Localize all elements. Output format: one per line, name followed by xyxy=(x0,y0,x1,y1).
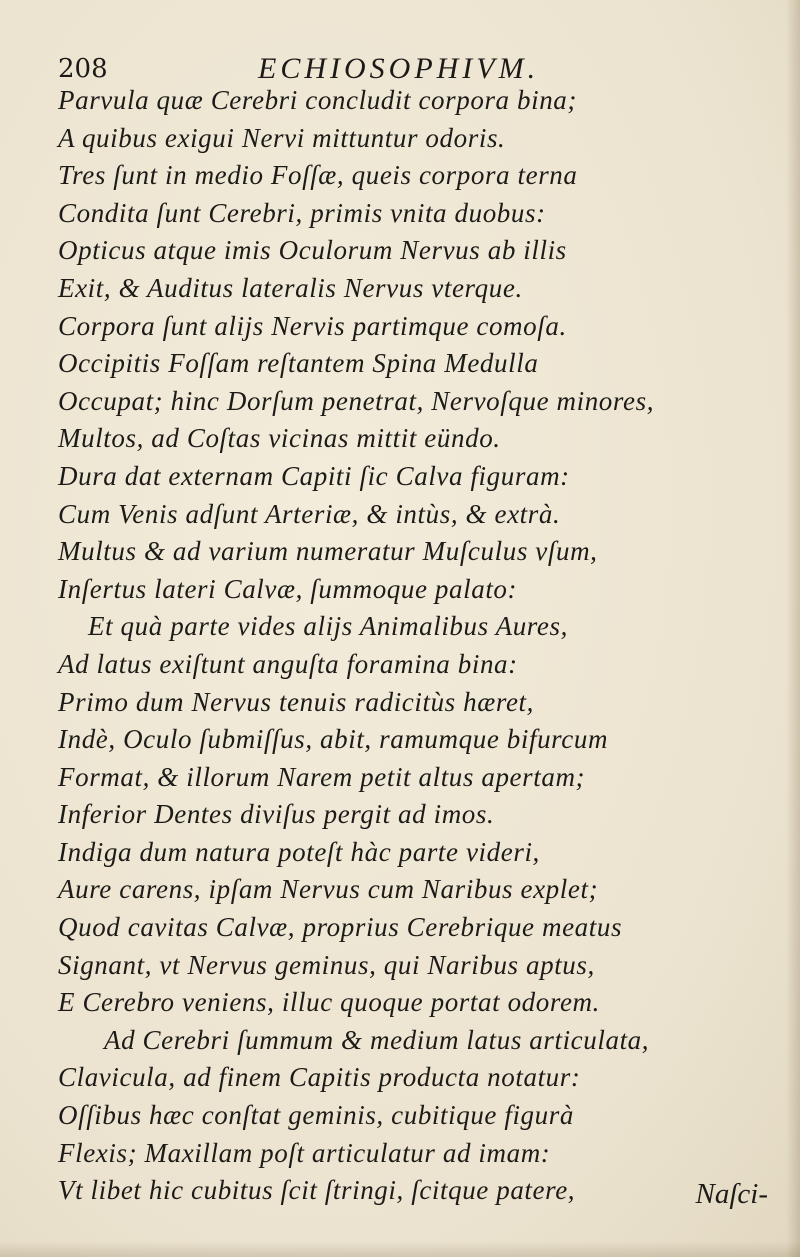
page-number: 208 xyxy=(58,54,108,84)
text-line: A quibus exigui Nervi mittuntur odoris. xyxy=(58,122,506,153)
text-line: Condita ſunt Cerebri, primis vnita duobus: xyxy=(58,197,546,228)
text-line: Dura dat externam Capiti ſic Calva figuram: xyxy=(58,460,570,491)
text-line: Quod cavitas Calvæ, proprius Cerebrique meatus xyxy=(58,912,623,943)
text-line: Format, & illorum Narem petit altus apertam; xyxy=(58,761,586,792)
text-line: Oſſibus hæc conſtat geminis, cubitique figurà xyxy=(58,1100,574,1131)
text-line: Indiga dum natura poteſt hàc parte videri, xyxy=(58,836,540,867)
text-line: E Cerebro veniens, illuc quoque portat odorem. xyxy=(58,987,601,1018)
text-line: Corpora ſunt aliјs Nervis partimque comoſa. xyxy=(58,310,567,341)
verse-text xyxy=(58,82,778,1210)
text-line: Clavicula, ad finem Capitis producta notatur: xyxy=(58,1062,581,1093)
text-line: Ad Cerebri ſummum & medium latus articulata, xyxy=(104,1024,650,1055)
text-line: Vt libet hic cubitus ſcit ſtringi, ſcitque patere, xyxy=(58,1175,576,1206)
text-line: Parvula quæ Cerebri concludit corpora bina; xyxy=(58,85,577,115)
text-line: Flexis; Maxillam poſt articulatur ad imam: xyxy=(58,1137,551,1168)
text-line: Inſertus lateri Calvæ, ſummoque palato: xyxy=(58,573,518,604)
page-bottom-shadow xyxy=(0,1241,800,1257)
text-line: Ad latus exiſtunt anguſta foramina bina: xyxy=(58,648,518,679)
catchword: Naſci- xyxy=(695,1178,768,1210)
text-line: Inferior Dentes diviſus pergit ad imos. xyxy=(58,799,495,830)
text-line: Cum Venis adſunt Arteriæ, & intùs, & extrà. xyxy=(58,498,561,529)
text-line: Opticus atque imis Oculorum Nervus ab illis xyxy=(58,235,567,266)
text-line: Multus & ad varium numeratur Muſculus vſum, xyxy=(58,536,598,567)
text-line: Signant, vt Nervus geminus, qui Naribus aptus, xyxy=(58,949,595,980)
text-line: Occipitis Foſſam reſtantem Spina Medulla xyxy=(58,348,539,379)
page-edge-shadow xyxy=(786,0,800,1257)
text-line: Et quà parte vides aliјs Animalibus Aures, xyxy=(88,611,568,642)
text-line: Exit, & Auditus lateralis Nervus vterque. xyxy=(58,272,523,303)
text-line: Occupat; hinc Dorſum penetrat, Nervoſque minores, xyxy=(58,385,655,416)
text-line: Aure carens, ipſam Nervus cum Naribus explet; xyxy=(58,874,599,905)
text-line: Tres ſunt in medio Foſſæ, queis corpora terna xyxy=(58,160,578,191)
text-line: Multos, ad Coſtas vicinas mittit eündo. xyxy=(58,423,501,454)
text-line: Primo dum Nervus tenuis radicitùs hæret, xyxy=(58,686,534,717)
text-line: Indè, Oculo ſubmiſſus, abit, ramumque bifurcum xyxy=(58,724,609,755)
running-title: ECHIOSOPHIVM. xyxy=(258,52,540,85)
